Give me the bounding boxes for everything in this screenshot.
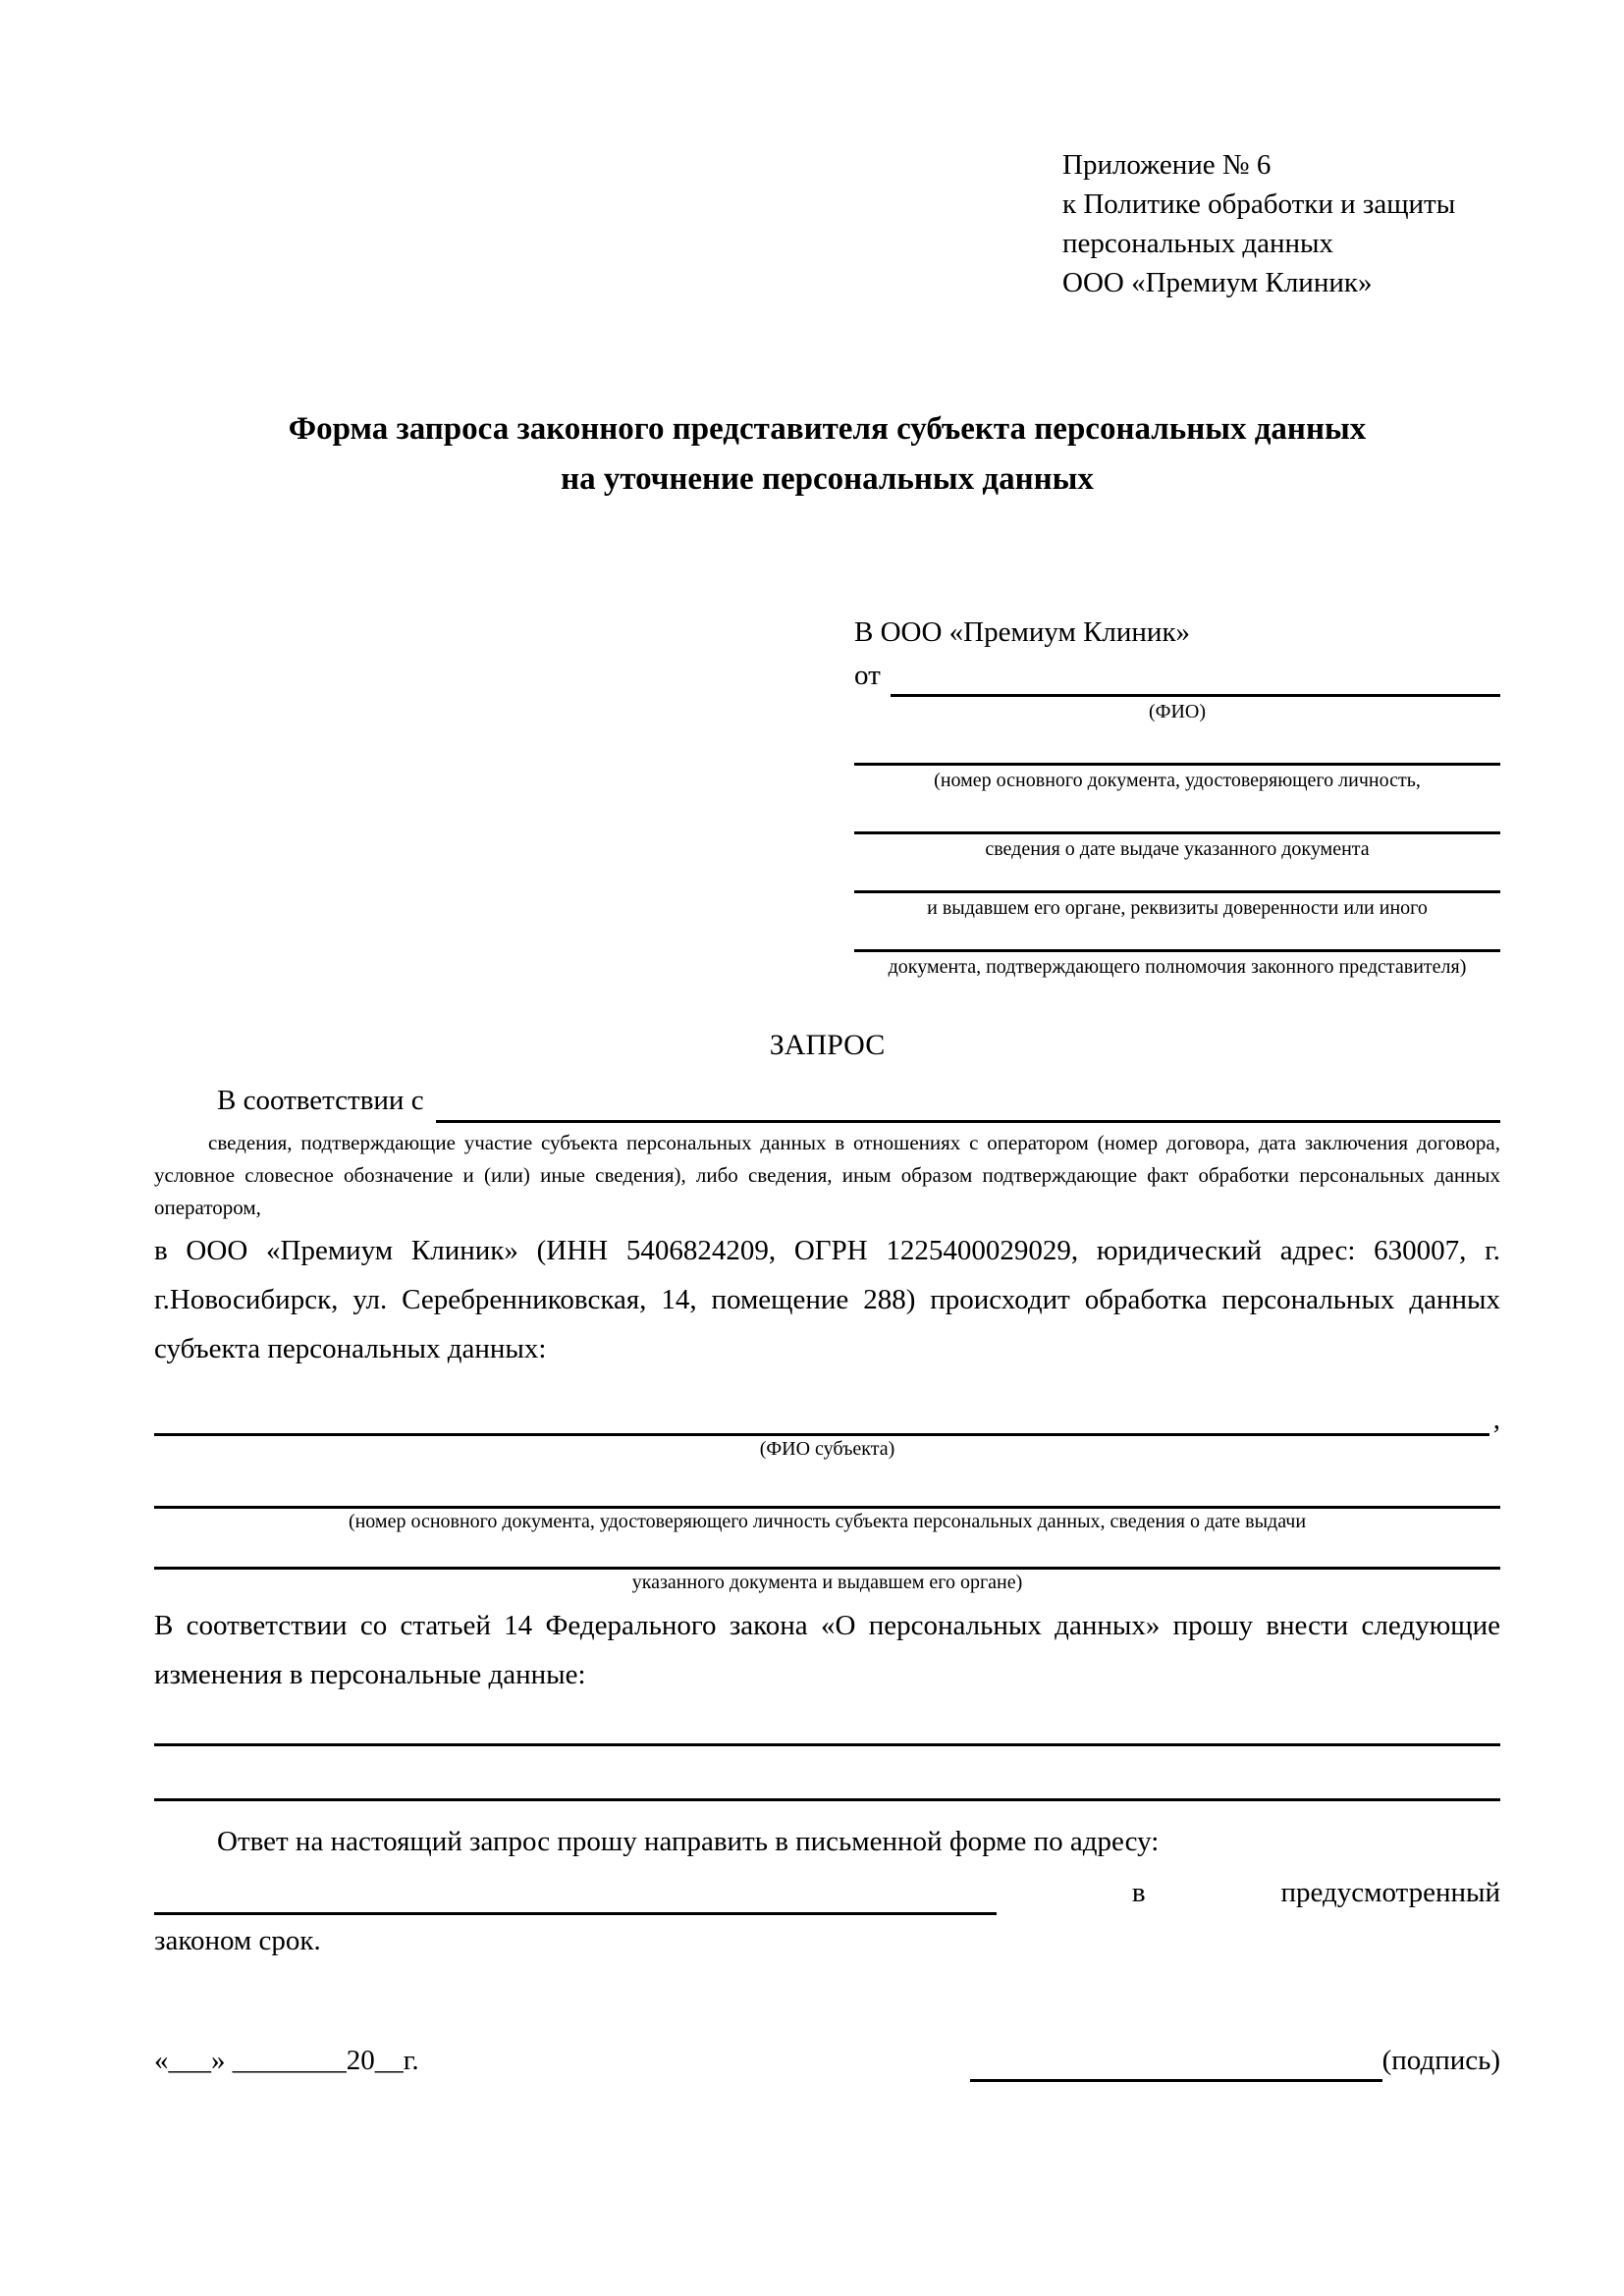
signature-fill-line <box>970 2079 1382 2082</box>
basis-prefix: В соответствии с <box>217 1084 424 1116</box>
basis-fill-line <box>436 1120 1500 1123</box>
reply-address-row <box>154 1870 1500 1915</box>
subject-doc-caption-2: указанного документа и выдавшем его органе) <box>631 1571 1023 1593</box>
basis-paragraph <box>154 1078 1500 1123</box>
subject-line-comma: , <box>1492 1403 1500 1435</box>
annex-line-1: Приложение № 6 <box>1062 149 1272 181</box>
amendment-paragraph: В соответствии со статьей 14 Федерального закона «О персональных данных» прошу внести следующие изменения в персональные данные: <box>154 1609 1500 1690</box>
fio-caption: (ФИО) <box>1148 701 1206 723</box>
subject-doc-line-1 <box>154 1462 1500 1509</box>
representative-doc-line-4 <box>854 921 1500 952</box>
document-content <box>154 145 1500 2082</box>
basis-footnote: сведения, подтверждающие участие субъекта персональных данных в отношениях с оператором (номер договора, дата заключения договора, условное словесное обозначение и (или) иные сведения), либо сведения, иным образом подтверждающие факт обработки персональных данных оператором, <box>154 1130 1500 1219</box>
representative-doc-line-1 <box>854 724 1500 766</box>
subject-doc-caption-1: (номер основного документа, удостоверяющего личность субъекта персональных данных, сведения о дате выдачи <box>348 1510 1307 1532</box>
addressee-block <box>854 611 1500 980</box>
from-label: от <box>854 660 881 692</box>
representative-doc-line-3 <box>854 862 1500 893</box>
representative-doc-caption-2: сведения о дате выдаче указанного документа <box>985 838 1370 861</box>
subject-doc-line-2 <box>154 1534 1500 1570</box>
reply-paragraph <box>154 1817 1500 1966</box>
changes-fill-line-2 <box>154 1746 1500 1801</box>
addressee-organization: В ООО «Премиум Клиник» <box>854 616 1191 649</box>
representative-doc-line-2 <box>854 793 1500 834</box>
title-line-1: Форма запроса законного представителя субъекта персональных данных <box>288 411 1367 447</box>
changes-fill-line-1 <box>154 1699 1500 1746</box>
title-line-2: на уточнение персональных данных <box>561 461 1094 498</box>
representative-doc-caption-3: и выдавшем его органе, реквизиты доверенности или иного <box>927 897 1428 920</box>
reply-word-v: в <box>1131 1876 1146 1908</box>
document-title <box>154 404 1500 505</box>
subject-fio-caption: (ФИО субъекта) <box>759 1437 895 1460</box>
representative-doc-caption-4: документа, подтверждающего полномочия законного представителя) <box>888 956 1467 979</box>
annex-header <box>1062 145 1500 302</box>
reply-prefix: Ответ на настоящий запрос прошу направить в письменной форме по адресу: <box>217 1825 1160 1857</box>
signature-group <box>970 2039 1500 2082</box>
from-row <box>854 654 1500 697</box>
reply-tail: законом срок. <box>154 1924 321 1956</box>
operator-paragraph: в ООО «Премиум Клиник» (ИНН 5406824209, ОГРН 1225400029029, юридический адрес: 630007, г. г.Новосибирск, ул. Серебренниковская, 14, помещение 288) происходит обработка персональных данных субъекта персональных данных: <box>154 1234 1500 1364</box>
annex-line-2: к Политике обработки и защиты <box>1062 188 1456 220</box>
date-line: «___» ________20__г. <box>154 2044 419 2076</box>
subject-fio-row <box>154 1403 1500 1436</box>
signature-caption: (подпись) <box>1381 2044 1500 2076</box>
annex-line-3: персональных данных <box>1062 228 1334 259</box>
footer-row <box>154 2039 1500 2082</box>
reply-word-predusmotrenny: предусмотренный <box>1280 1876 1500 1908</box>
annex-line-4: ООО «Премиум Клиник» <box>1062 267 1373 298</box>
request-heading: ЗАПРОС <box>769 1029 886 1062</box>
representative-doc-caption-1: (номер основного документа, удостоверяющего личность, <box>934 770 1421 792</box>
from-fill-line <box>891 694 1500 697</box>
